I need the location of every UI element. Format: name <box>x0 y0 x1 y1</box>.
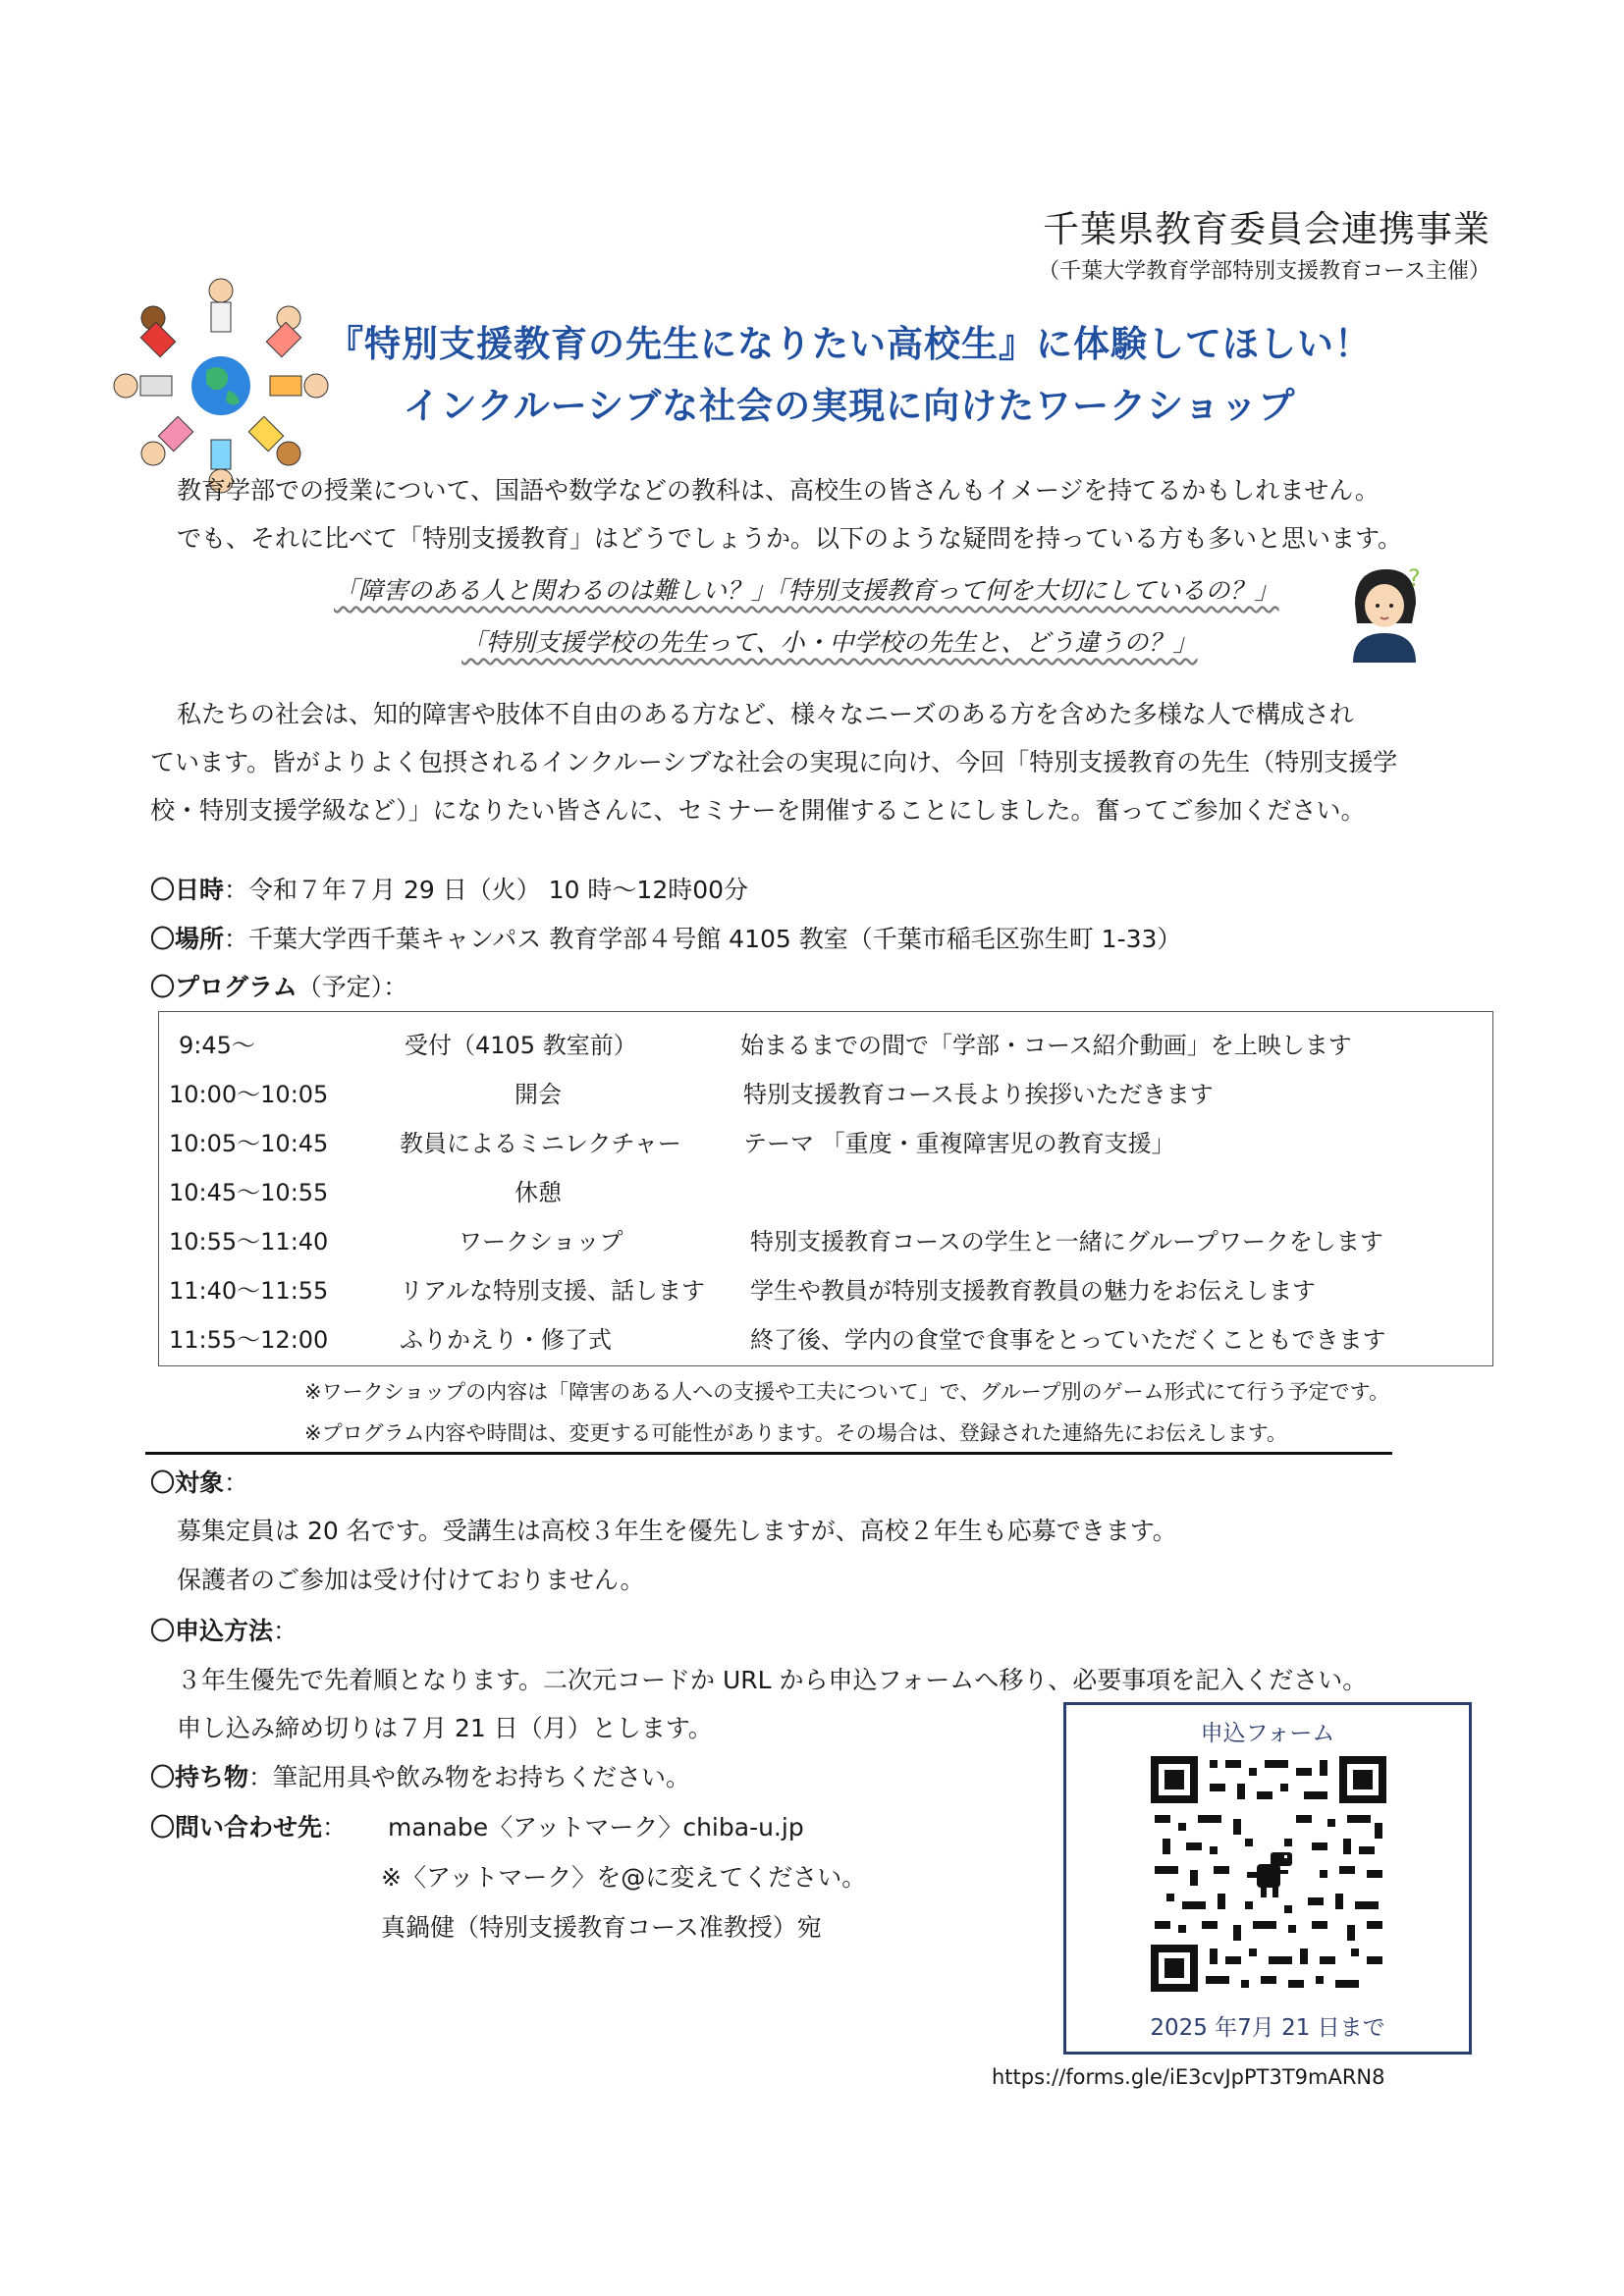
program-item: 休憩 <box>514 1179 562 1206</box>
contact-heading <box>150 1808 347 1843</box>
program-desc: 特別支援教育コースの学生と一緒にグループワークをします <box>750 1228 1383 1255</box>
program-desc: 学生や教員が特別支援教育教員の魅力をお伝えします <box>750 1277 1316 1305</box>
question-line1: 「障害のある人と関わるのは難しい？」「特別支援教育って何を大切にしているの？」 <box>334 576 1279 605</box>
target-label: 〇対象 <box>150 1468 225 1497</box>
apply-line1: ３年生優先で先着順となります。二次元コードか URL から申込フォームへ移り、必要事項を記入ください。 <box>177 1666 1368 1694</box>
target-line2: 保護者のご参加は受け付けておりません。 <box>177 1566 645 1594</box>
intro-p2-line1: 私たちの社会は、知的障害や肢体不自由のある方など、様々なニーズのある方を含めた多様な人で構成され <box>177 700 1354 728</box>
target-heading <box>150 1464 248 1499</box>
main-title-line2: インクルーシブな社会の実現に向けたワークショップ <box>403 385 1296 427</box>
contact-email: manabe〈アットマーク〉chiba-u.jp <box>388 1813 804 1842</box>
apply-line2: 申し込み締め切りは７月 21 日（月）とします。 <box>177 1714 713 1742</box>
place-label: 〇場所 <box>150 925 225 953</box>
contact-label: 〇問い合わせ先 <box>150 1813 323 1842</box>
program-time: 9:45～ <box>179 1032 255 1059</box>
program-note2: ※プログラム内容や時間は、変更する可能性があります。その場合は、登録された連絡先にお伝えします。 <box>304 1421 1288 1445</box>
apply-label-suffix: ： <box>273 1617 298 1645</box>
belongings-label: 〇持ち物 <box>150 1763 249 1791</box>
program-time: 10:05～10:45 <box>169 1130 329 1157</box>
datetime-line <box>150 871 748 906</box>
place-value: ：千葉大学西千葉キャンパス 教育学部４号館 4105 教室（千葉市稲毛区弥生町 1-33） <box>224 925 1182 953</box>
belongings-line <box>150 1758 690 1793</box>
intro-p1-line2: でも、それに比べて「特別支援教育」はどうでしょうか。以下のような疑問を持っている方も多いと思います。 <box>177 524 1403 553</box>
program-item: 受付（4105 教室前） <box>405 1032 637 1059</box>
intro-p1-line1: 教育学部での授業について、国語や数学などの教科は、高校生の皆さんもイメージを持てるかもしれません。 <box>177 476 1380 505</box>
program-item: 開会 <box>514 1081 562 1108</box>
section-divider <box>145 1452 1392 1455</box>
thinking-person-illustration <box>1345 564 1424 663</box>
program-time: 10:00～10:05 <box>169 1081 329 1108</box>
intro-p2-line2: ています。皆がよりよく包摂されるインクルーシブな社会の実現に向け、今回「特別支援教育の先生（特別支援学 <box>150 748 1398 776</box>
host-text: （千葉大学教育学部特別支援教育コース主催） <box>1038 259 1490 284</box>
program-desc: 始まるまでの間で「学部・コース紹介動画」を上映します <box>740 1032 1352 1059</box>
program-row <box>159 1026 1492 1075</box>
program-table <box>158 1011 1493 1366</box>
datetime-value: ：令和７年７月 29 日（火） 10 時～12時00分 <box>224 876 749 904</box>
program-item: リアルな特別支援、話します <box>400 1277 706 1305</box>
program-row <box>159 1271 1492 1320</box>
place-line <box>150 920 1181 955</box>
program-time: 11:55～12:00 <box>169 1326 329 1354</box>
program-time: 10:45～10:55 <box>169 1179 329 1206</box>
program-row <box>159 1124 1492 1173</box>
contact-label-suffix: ： <box>322 1813 348 1842</box>
program-heading <box>150 968 407 1003</box>
program-time: 11:40～11:55 <box>169 1277 329 1305</box>
application-form-box <box>1063 1702 1472 2055</box>
program-note1: ※ワークショップの内容は「障害のある人への支援や工夫について」で、グループ別のゲーム形式にて行う予定です。 <box>304 1380 1389 1404</box>
apply-heading <box>150 1612 298 1647</box>
program-label: 〇プログラム <box>150 973 298 1001</box>
datetime-label: 〇日時 <box>150 876 225 904</box>
contact-note: ※〈アットマーク〉を@に変えてください。 <box>381 1863 867 1892</box>
program-row <box>159 1075 1492 1124</box>
qr-code[interactable] <box>1151 1756 1386 1992</box>
program-row <box>159 1173 1492 1222</box>
program-item: 教員によるミニレクチャー <box>400 1130 681 1157</box>
program-label-suffix: （予定）： <box>297 973 408 1001</box>
program-row <box>159 1222 1492 1271</box>
belongings-value: ：筆記用具や飲み物をお持ちください。 <box>248 1763 691 1791</box>
program-item: ふりかえり・修了式 <box>400 1326 612 1354</box>
program-item: ワークショップ <box>459 1228 623 1255</box>
question-line2: 「特別支援学校の先生って、小・中学校の先生と、どう違うの？」 <box>461 628 1198 657</box>
form-url-link[interactable]: https://forms.gle/iE3cvJpPT3T9mARN8 <box>992 2065 1385 2089</box>
form-title: 申込フォーム <box>1200 1721 1335 1746</box>
program-desc: 特別支援教育コース長より挨拶いただきます <box>743 1081 1214 1108</box>
program-row <box>159 1320 1492 1369</box>
target-line1: 募集定員は 20 名です。受講生は高校３年生を優先しますが、高校２年生も応募できます。 <box>177 1517 1177 1545</box>
target-label-suffix: ： <box>224 1468 249 1497</box>
svg-text:?: ? <box>1408 564 1421 592</box>
main-title-line1: 『特別支援教育の先生になりたい高校生』に体験してほしい！ <box>327 323 1372 365</box>
organizer-text: 千葉県教育委員会連携事業 <box>1043 208 1490 250</box>
program-desc: テーマ 「重度・重複障害児の教育支援」 <box>743 1130 1175 1157</box>
contact-name: 真鍋健（特別支援教育コース准教授）宛 <box>381 1913 822 1942</box>
intro-p2-line3: 校・特別支援学級など）」になりたい皆さんに、セミナーを開催することにしました。奮ってご参加ください。 <box>150 796 1366 825</box>
program-time: 10:55～11:40 <box>169 1228 329 1255</box>
form-deadline: 2025 年7月 21 日まで <box>1150 2015 1385 2041</box>
apply-label: 〇申込方法 <box>150 1617 274 1645</box>
program-desc: 終了後、学内の食堂で食事をとっていただくこともできます <box>750 1326 1386 1354</box>
